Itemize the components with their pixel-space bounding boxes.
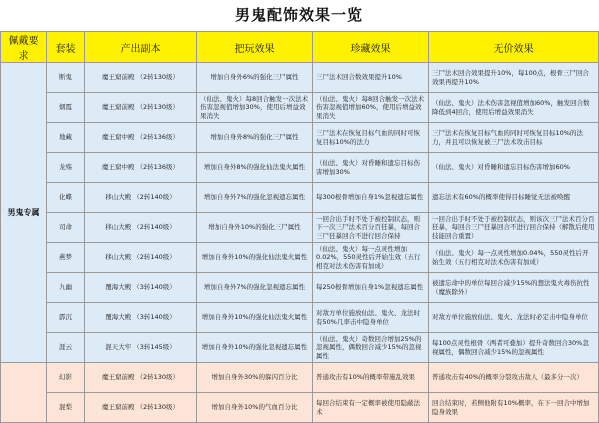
play-effect-cell: 增加自身外10%的强化忽视遗忘属性	[197, 333, 313, 363]
set-name: 混梨	[47, 393, 85, 423]
header-source: 产出副本	[85, 32, 197, 63]
rare-effect-cell: 一回合出手时不处于被控制状态，则下一次三尸法术百分百狂暴，每回合三尸狂暴回合不进行回合保持	[313, 213, 429, 243]
page-title: 男鬼配饰效果一览	[234, 6, 363, 24]
source-cell: 混天大牢 （3转145级）	[85, 333, 197, 363]
priceless-effect-cell: 遗忘法术有60%的概率使得目标睡觉无法被唤醒	[429, 183, 599, 213]
source-cell: 移山大殿 （2转140级）	[85, 213, 197, 243]
set-name: 地藏	[47, 123, 85, 153]
table-row	[1, 63, 599, 93]
play-effect-cell: 增加自身外10%的强化仙法鬼火属性	[197, 243, 313, 273]
source-cell: 移山大殿 （2转140级）	[85, 243, 197, 273]
header-priceless-effect: 无价效果	[429, 32, 599, 63]
source-cell: 魔王窟前殿 （2转130级）	[85, 393, 197, 423]
header-requirement: 佩戴要求	[1, 32, 47, 63]
rare-effect-cell: 每250根骨增加自身1%忽视遗忘属性	[313, 273, 429, 303]
table-body	[1, 63, 599, 423]
table-row	[1, 243, 599, 273]
rare-effect-cell: （仙法、鬼火）每8回合触发一次法术伤害忽视值增加60%，使用后增益效果消失	[313, 93, 429, 123]
rare-effect-cell: （仙法、鬼火）奇数回合增加25%的忽视属性，偶数回合减少15%的忽视属性	[313, 333, 429, 363]
priceless-effect-cell: 每100点灵性根骨（两者可叠加）提升奇数回合30%忽视属性，偶数回合减少15%的忽视属性	[429, 333, 599, 363]
source-cell: 覆海大殿 （3转140级）	[85, 273, 197, 303]
source-cell: 魔王窟前殿 （2转130级）	[85, 363, 197, 393]
priceless-effect-cell: （仙法、鬼火）法术伤害忽视值增加60%，触发回合数降低到4回合，使用后增益效果消失	[429, 93, 599, 123]
set-name: 司命	[47, 213, 85, 243]
source-cell: 魔王窟中殿 （2转136级）	[85, 153, 197, 183]
table-row	[1, 153, 599, 183]
table-row	[1, 303, 599, 333]
table-row	[1, 183, 599, 213]
rare-effect-cell: 普通攻击有10%的概率带施乱效果	[313, 363, 429, 393]
header-set: 套装	[47, 32, 85, 63]
priceless-effect-cell: （仙法、鬼火）对昏睡和遗忘目标伤害增加60%	[429, 153, 599, 183]
table-row	[1, 93, 599, 123]
priceless-effect-cell: （仙法、鬼火）每一点灵性增加0.04%，550灵性后开始生效（五行相克对法术伤害有加成）	[429, 243, 599, 273]
group-label: 男鬼专属	[1, 63, 47, 363]
accessory-table	[0, 31, 599, 423]
source-cell: 魔王窟前殿 （2转130级）	[85, 63, 197, 93]
play-effect-cell: 增加自身外7%的强化忽视遗忘属性	[197, 183, 313, 213]
table-row	[1, 393, 599, 423]
set-name: 九幽	[47, 273, 85, 303]
play-effect-cell: （仙法、鬼火）每8回合触发一次法术伤害忽视值增加30%，使用后增益效果消失	[197, 93, 313, 123]
rare-effect-cell: 每300根骨增加自身1%忽视遗忘属性	[313, 183, 429, 213]
source-cell: 魔王窟前殿 （2转130级）	[85, 93, 197, 123]
table-row	[1, 213, 599, 243]
priceless-effect-cell: 被遗忘命中的单位每回合减少15%的想法鬼火毒伤抗性（魔族除外）	[429, 273, 599, 303]
priceless-effect-cell: 一回合出手时不处于被控制状态，则该次三尸法术百分百狂暴，每回合三尸狂暴回合不进行回合保持（解散后使用技能回合重置）	[429, 213, 599, 243]
play-effect-cell: 增加自身外10%的强化三尸属性	[197, 213, 313, 243]
priceless-effect-cell: 普通攻击有40%的概率分裂攻击敌人（最多分一次）	[429, 363, 599, 393]
priceless-effect-cell: 三尸法术回合效果提升10%，每100点，根骨三尸回合效果再提升10%	[429, 63, 599, 93]
rare-effect-cell: 三尸法术在恢复目标气血的同时可恢复目标10%的法力	[313, 123, 429, 153]
set-name: 涯云	[47, 333, 85, 363]
play-effect-cell: 增加自身外10%的气血百分比	[197, 393, 313, 423]
table-row	[1, 273, 599, 303]
rare-effect-cell: （仙法、鬼火）每一点灵性增加0.02%，550灵性后开始生效（五行相克对法术伤害有加成）	[313, 243, 429, 273]
header-play-effect: 把玩效果	[197, 32, 313, 63]
source-cell: 移山大殿 （2转140级）	[85, 183, 197, 213]
set-name: 霹沉	[47, 303, 85, 333]
priceless-effect-cell: 三尸法术在恢复目标气血的同时可恢复目标10%的法力，并且可以恢复被三尸法术攻击目标	[429, 123, 599, 153]
set-name: 烟霞	[47, 93, 85, 123]
set-name: 龙殇	[47, 153, 85, 183]
priceless-effect-cell: 回合结束时，若侧他附有10%概率，在下一回合中增加隐身效果	[429, 393, 599, 423]
play-effect-cell: 增加自身外30%的躲闪百分比	[197, 363, 313, 393]
set-name: 断鬼	[47, 63, 85, 93]
play-effect-cell: 增加自身外6%的强化三尸属性	[197, 63, 313, 93]
set-name: 幻影	[47, 363, 85, 393]
source-cell: 覆海大殿 （3转140级）	[85, 303, 197, 333]
play-effect-cell: 增加自身外8%的强化三尸属性	[197, 123, 313, 153]
table-row	[1, 123, 599, 153]
play-effect-cell: 增加自身外10%的强化仙法鬼火属性	[197, 303, 313, 333]
source-cell: 魔王窟中殿 （2转136级）	[85, 123, 197, 153]
rare-effect-cell: 对敌方单位施放仙法、鬼火、龙法时有50%几率击中隐身单位	[313, 303, 429, 333]
rare-effect-cell: （仙法、鬼火）对昏睡和遗忘目标伤害增加30%	[313, 153, 429, 183]
table-row	[1, 333, 599, 363]
priceless-effect-cell: 对敌方单位施放仙法、鬼火、龙法时必定击中隐身单位	[429, 303, 599, 333]
play-effect-cell: 增加自身外7%的强化忽视遗忘属性	[197, 273, 313, 303]
set-name: 化蝶	[47, 183, 85, 213]
rare-effect-cell: 三尸法术回合数效果提升10%	[313, 63, 429, 93]
play-effect-cell: 增加自身外8%的强化仙法鬼火属性	[197, 153, 313, 183]
header-rare-effect: 珍藏效果	[313, 32, 429, 63]
header-row	[1, 32, 599, 63]
group-label	[1, 363, 47, 423]
set-name: 燕梦	[47, 243, 85, 273]
table-row	[1, 363, 599, 393]
rare-effect-cell: 每回合结束有一定概率被使用隐蔽法术	[313, 393, 429, 423]
